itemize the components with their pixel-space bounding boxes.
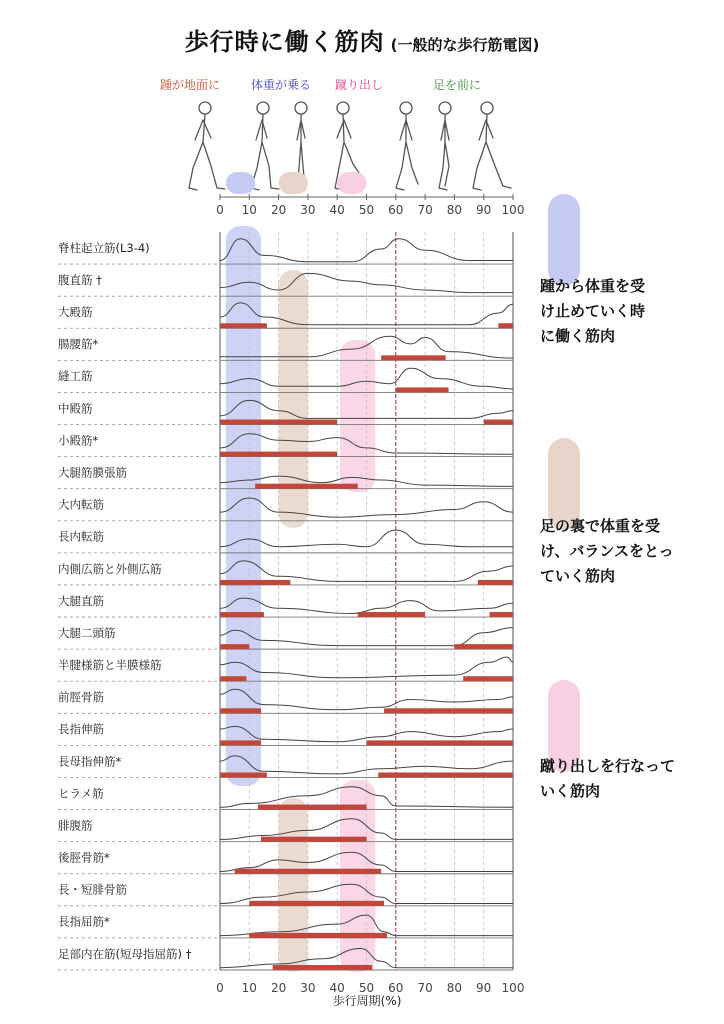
activity-bar xyxy=(384,708,513,713)
top-phase-bands xyxy=(226,172,367,194)
top-tick-label: 90 xyxy=(476,203,492,217)
bottom-tick-label: 90 xyxy=(476,981,492,995)
bottom-tick-label: 10 xyxy=(241,981,257,995)
top-phase-band xyxy=(279,172,308,194)
muscle-label: 中殿筋 xyxy=(58,401,93,416)
x-axis-label: 歩行周期(%) xyxy=(332,994,402,1008)
top-phase-band xyxy=(226,172,255,194)
muscle-label: 長内転筋 xyxy=(58,529,104,544)
activity-bar xyxy=(396,387,449,392)
legend-line: ていく筋肉 xyxy=(540,567,616,585)
activity-bar xyxy=(249,901,384,906)
muscle-label: 後脛骨筋* xyxy=(58,850,110,865)
emg-curve xyxy=(220,756,513,774)
muscle-label: 大内転筋 xyxy=(58,497,104,512)
activity-bar xyxy=(249,933,387,938)
bottom-tick-label: 50 xyxy=(358,981,375,995)
activity-bar xyxy=(255,484,358,489)
top-tick-label: 60 xyxy=(388,203,404,217)
muscle-row xyxy=(58,689,513,713)
muscle-label: 大腿筋膜張筋 xyxy=(58,465,127,480)
legend-text-heel xyxy=(540,274,645,349)
top-tick-label: 80 xyxy=(446,203,463,217)
activity-bar xyxy=(381,355,445,360)
phase-label-heel-strike: 踵が地面に xyxy=(160,78,221,92)
activity-bar xyxy=(258,805,366,810)
activity-bar xyxy=(463,676,513,681)
top-tick-label: 70 xyxy=(417,203,433,217)
activity-bar xyxy=(220,580,290,585)
muscle-label: 前脛骨筋 xyxy=(58,690,104,705)
muscle-label: 大腿二頭筋 xyxy=(58,625,116,640)
top-tick-label: 100 xyxy=(501,203,525,217)
activity-bar xyxy=(235,869,382,874)
bottom-tick-label: 100 xyxy=(501,981,525,995)
muscle-label: 腸腰筋* xyxy=(58,337,99,352)
bottom-tick-label: 30 xyxy=(300,981,316,995)
muscle-row xyxy=(58,530,513,553)
legend-line: け止めていく時 xyxy=(540,302,646,320)
muscle-row xyxy=(58,754,513,777)
activity-bar xyxy=(490,612,513,617)
muscle-row xyxy=(58,786,513,809)
phase-label-swing: 足を前に xyxy=(433,78,482,92)
muscle-row xyxy=(58,657,513,681)
activity-bar xyxy=(498,323,513,328)
activity-bar xyxy=(478,580,513,585)
activity-bar xyxy=(220,772,267,777)
activity-bar xyxy=(273,965,373,970)
phase-label-weight-bearing: 体重が乗る xyxy=(251,78,312,92)
legend-line: に働く筋肉 xyxy=(540,327,616,345)
muscle-label: 大殿筋 xyxy=(58,305,93,320)
title-main: 歩行時に働く筋肉 xyxy=(184,28,385,56)
emg-curve xyxy=(220,726,513,741)
muscle-row xyxy=(58,594,513,617)
muscle-row xyxy=(58,561,513,585)
muscle-label: 小殿筋* xyxy=(58,433,99,448)
muscle-label: 脊柱起立筋(L3-4) xyxy=(58,240,150,255)
muscle-label: 長指伸筋 xyxy=(58,722,104,737)
legend-line: 踵から体重を受 xyxy=(540,277,646,295)
bottom-tick-label: 60 xyxy=(388,981,404,995)
legend-text-stance xyxy=(540,514,674,589)
muscle-label: 腓腹筋 xyxy=(58,818,93,833)
bottom-tick-label: 70 xyxy=(417,981,433,995)
muscle-row xyxy=(58,239,513,264)
activity-bar xyxy=(261,837,366,842)
activity-bar xyxy=(358,612,425,617)
activity-bar xyxy=(220,612,264,617)
activity-bar xyxy=(220,420,337,425)
legend-line: 蹴り出しを行なって xyxy=(540,757,676,775)
bottom-tick-label: 40 xyxy=(329,981,345,995)
bottom-tick-label: 0 xyxy=(216,981,224,995)
phase-highlight-bands xyxy=(226,226,375,972)
activity-bar xyxy=(220,676,246,681)
activity-bar xyxy=(220,452,337,457)
legend-line: け、バランスをとっ xyxy=(540,542,674,560)
legend-swatch-heel xyxy=(548,194,580,286)
muscle-row xyxy=(58,722,513,745)
activity-bar xyxy=(454,644,513,649)
top-tick-label: 40 xyxy=(329,203,345,217)
muscle-label: 内側広筋と外側広筋 xyxy=(58,561,162,576)
muscle-label: 長母指伸筋* xyxy=(58,754,122,769)
muscle-label: 長指屈筋* xyxy=(58,914,110,929)
activity-bar xyxy=(367,740,514,745)
muscle-row xyxy=(58,626,513,649)
top-tick-label: 0 xyxy=(216,203,224,217)
top-tick-label: 50 xyxy=(358,203,375,217)
muscle-label: 縫工筋 xyxy=(58,369,93,384)
legend-line: 足の裏で体重を受 xyxy=(540,517,661,535)
phase-band-lower xyxy=(279,798,308,972)
activity-bar xyxy=(484,420,513,425)
activity-bar xyxy=(220,708,261,713)
activity-bar xyxy=(220,740,261,745)
legend-line: いく筋肉 xyxy=(540,782,601,800)
bottom-tick-label: 20 xyxy=(270,981,287,995)
top-tick-label: 20 xyxy=(270,203,287,217)
title-sub: (一般的な歩行筋電図) xyxy=(390,36,540,54)
top-phase-band xyxy=(337,172,366,194)
muscle-label: 半腱様筋と半膜様筋 xyxy=(58,658,162,673)
bottom-tick-label: 80 xyxy=(446,981,463,995)
activity-bar xyxy=(220,644,249,649)
top-tick-label: 10 xyxy=(241,203,257,217)
phase-band xyxy=(340,340,375,492)
muscle-label: 長・短腓骨筋 xyxy=(58,882,127,897)
phase-band xyxy=(279,270,308,528)
phase-label-push-off: 蹴り出し xyxy=(335,78,384,92)
activity-bar xyxy=(220,323,267,328)
top-tick-label: 30 xyxy=(300,203,316,217)
legend-text-pushoff xyxy=(540,754,675,804)
activity-bar xyxy=(378,772,513,777)
muscle-label: 腹直筋 † xyxy=(58,272,102,287)
muscle-label: 大腿直筋 xyxy=(58,593,104,608)
muscle-label: 足部内在筋(短母指屈筋) † xyxy=(58,946,192,961)
muscle-label: ヒラメ筋 xyxy=(58,786,104,801)
